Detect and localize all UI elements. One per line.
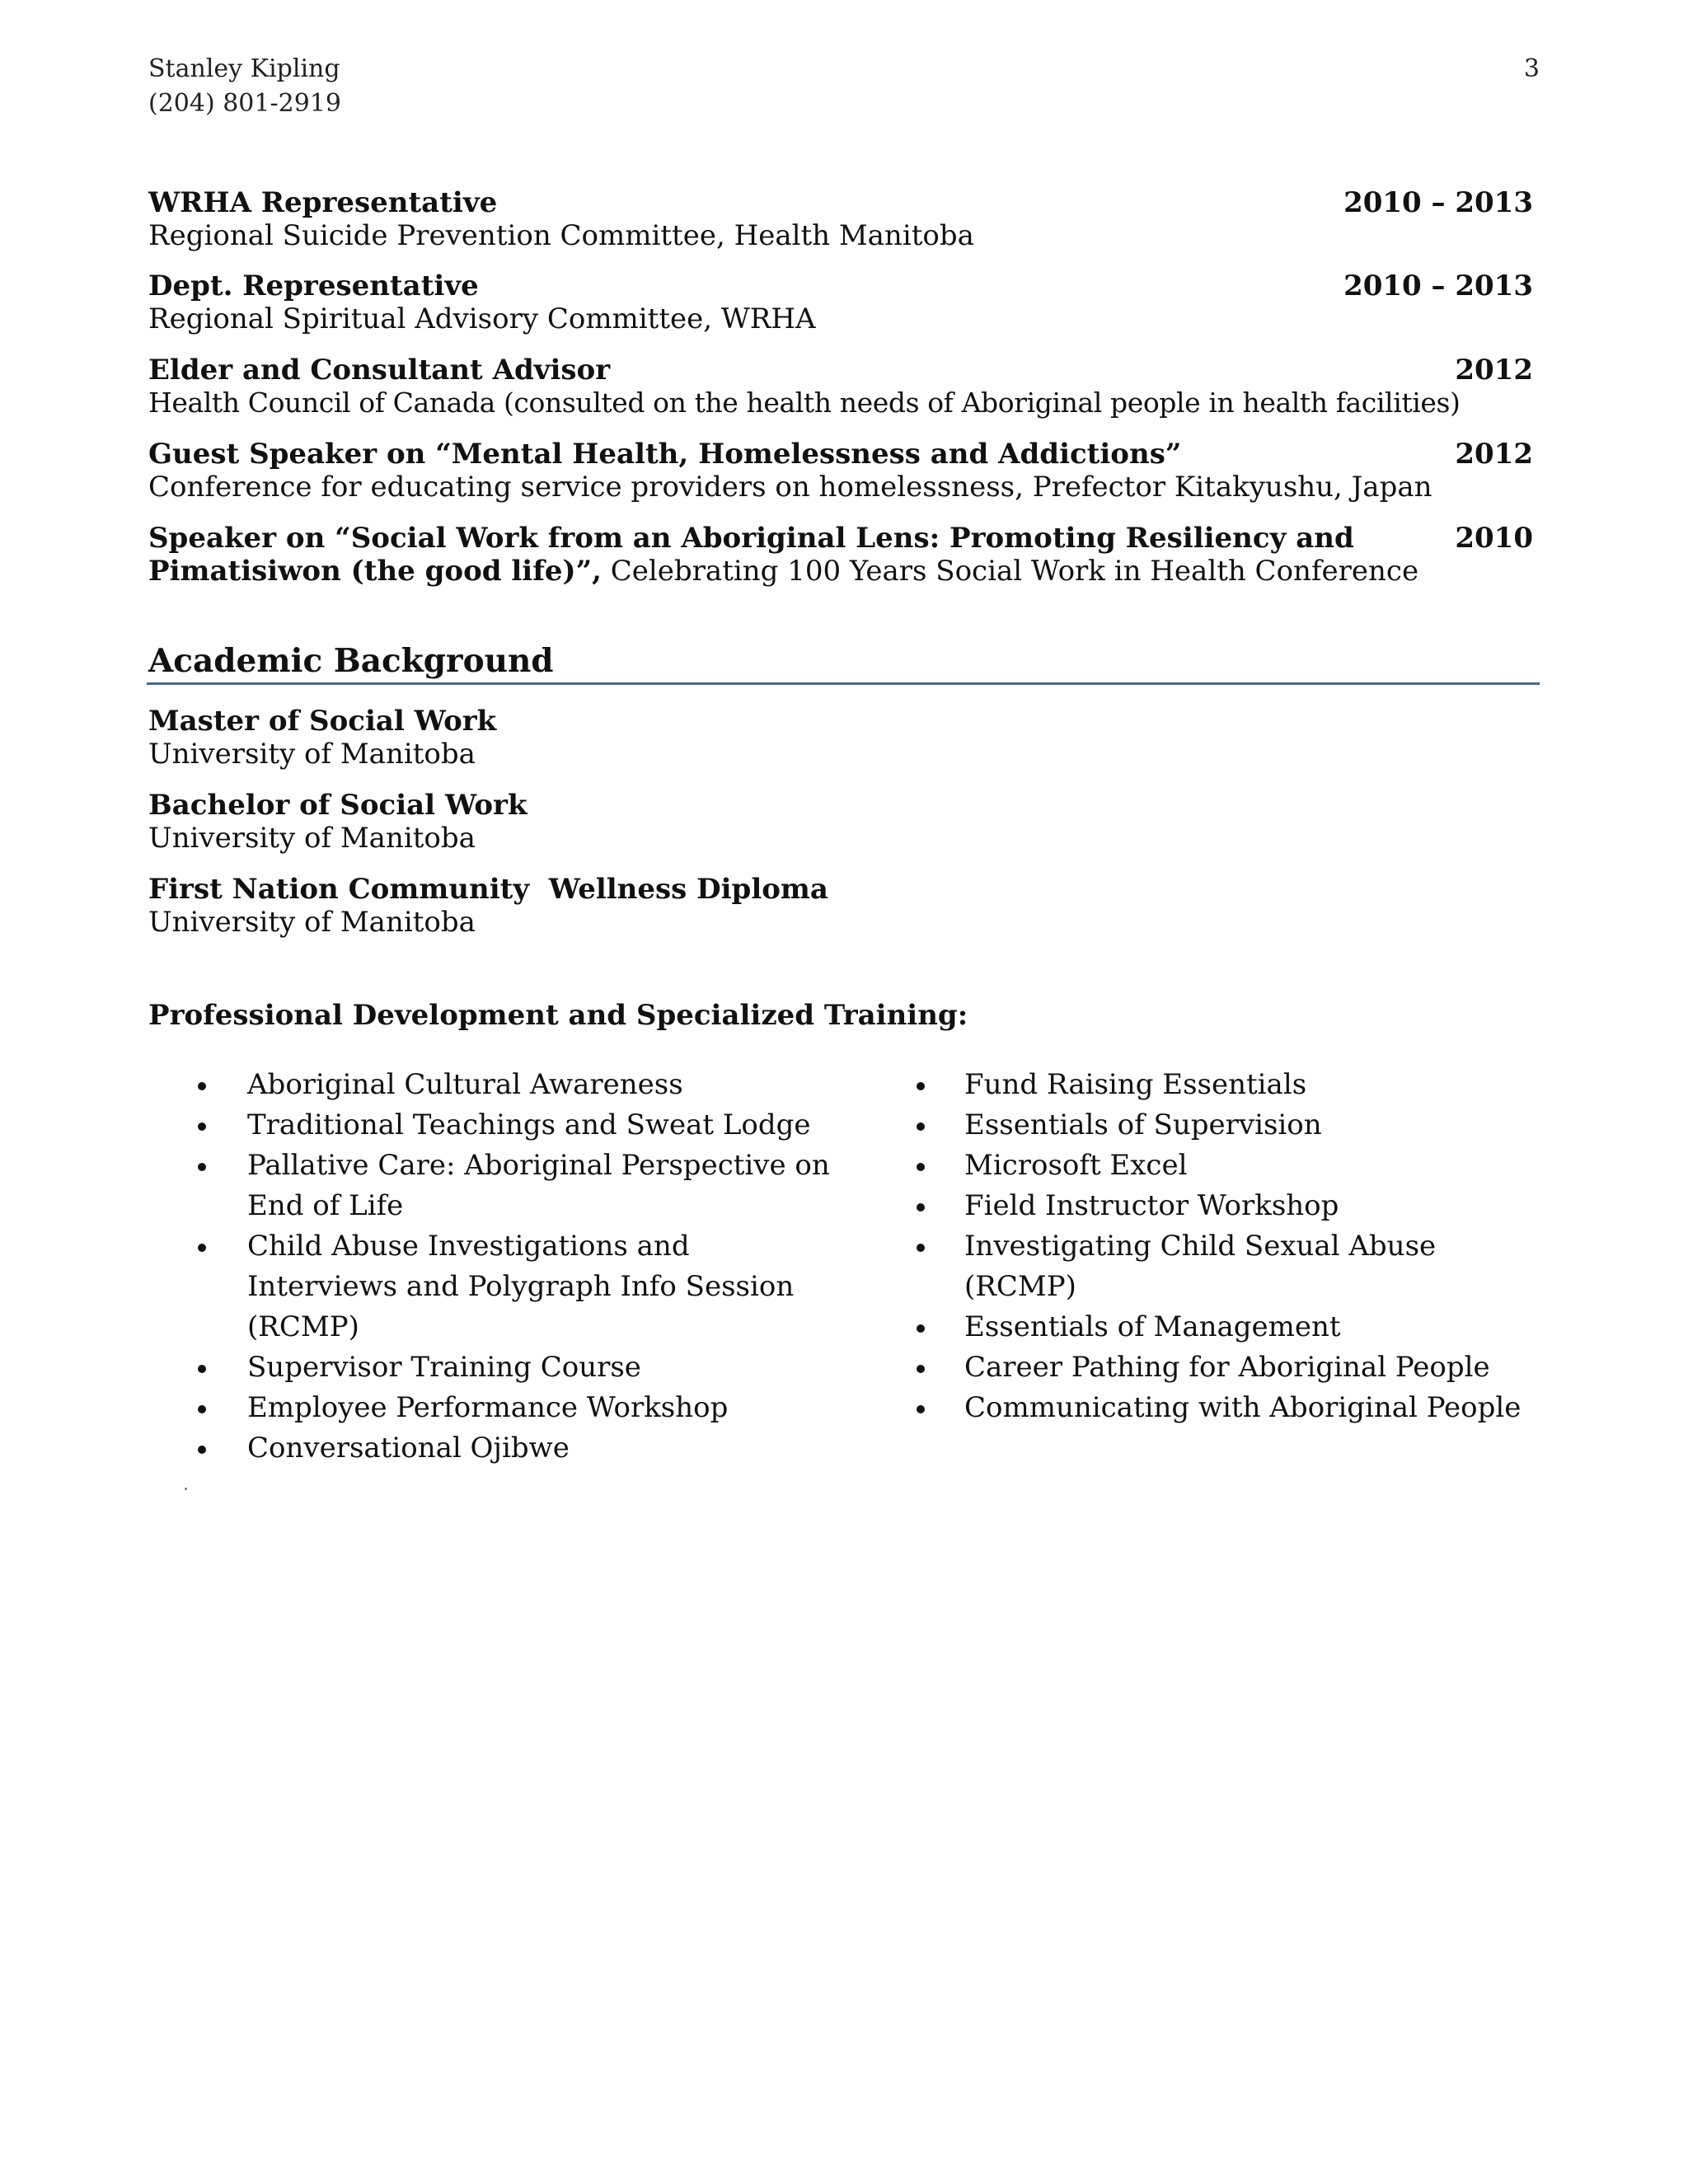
entry-years: 2010 – 2013 bbox=[1343, 186, 1533, 219]
training-item bbox=[867, 1226, 1543, 1307]
degree-wellness-diploma bbox=[148, 873, 1533, 939]
bullet-icon bbox=[917, 1122, 925, 1131]
header-phone: (204) 801-2919 bbox=[148, 89, 341, 118]
training-item-line: Essentials of Supervision bbox=[964, 1108, 1322, 1141]
entry-years: 2012 bbox=[1455, 354, 1533, 387]
entry-title: Elder and Consultant Advisor bbox=[148, 354, 611, 387]
training-item-line: Investigating Child Sexual Abuse bbox=[964, 1230, 1437, 1263]
entry-detail: Celebrating 100 Years Social Work in Health Conference bbox=[601, 555, 1419, 588]
training-item-line: Fund Raising Essentials bbox=[964, 1068, 1307, 1101]
bullet-icon bbox=[198, 1244, 206, 1252]
bullet-icon bbox=[917, 1244, 925, 1252]
training-item-line: Employee Performance Workshop bbox=[247, 1391, 729, 1424]
entry-elder-consultant bbox=[148, 354, 1533, 419]
section-divider bbox=[147, 682, 1540, 685]
training-item-line: Communicating with Aboriginal People bbox=[964, 1391, 1522, 1424]
training-item-line: Conversational Ojibwe bbox=[247, 1432, 570, 1465]
training-heading: Professional Development and Specialized Training: bbox=[148, 999, 968, 1032]
training-item bbox=[867, 1105, 1543, 1146]
training-item-line: Interviews and Polygraph Info Session bbox=[247, 1270, 795, 1303]
bullet-icon bbox=[917, 1365, 925, 1373]
training-item-line: Microsoft Excel bbox=[964, 1149, 1188, 1182]
entry-title: WRHA Representative bbox=[148, 186, 498, 219]
entry-years: 2010 – 2013 bbox=[1343, 269, 1533, 302]
bullet-icon bbox=[917, 1405, 925, 1413]
degree-title: Bachelor of Social Work bbox=[148, 789, 528, 822]
training-item bbox=[867, 1186, 1543, 1226]
training-item-line: Aboriginal Cultural Awareness bbox=[247, 1068, 683, 1101]
bullet-icon bbox=[198, 1082, 206, 1090]
entry-title: Dept. Representative bbox=[148, 269, 479, 302]
header-name: Stanley Kipling bbox=[148, 54, 340, 83]
training-item bbox=[148, 1146, 857, 1226]
bullet-icon bbox=[198, 1163, 206, 1171]
bullet-icon bbox=[917, 1324, 925, 1333]
page-number: 3 bbox=[1523, 54, 1540, 83]
bullet-icon bbox=[198, 1122, 206, 1131]
training-item bbox=[867, 1307, 1543, 1347]
training-item bbox=[867, 1146, 1543, 1186]
training-item-line: Career Pathing for Aboriginal People bbox=[964, 1351, 1490, 1384]
bullet-icon bbox=[198, 1405, 206, 1413]
bullet-icon bbox=[917, 1082, 925, 1090]
training-item-line: Child Abuse Investigations and bbox=[247, 1230, 690, 1263]
degree-title: First Nation Community Wellness Diploma bbox=[148, 873, 828, 906]
entry-title-line1: Speaker on “Social Work from an Aboriginal Lens: Promoting Resiliency and bbox=[148, 522, 1354, 555]
entry-guest-speaker bbox=[148, 438, 1533, 504]
training-list-right bbox=[867, 1065, 1543, 1428]
degree-school: University of Manitoba bbox=[148, 738, 476, 771]
degree-title: Master of Social Work bbox=[148, 705, 497, 738]
entry-years: 2010 bbox=[1455, 522, 1533, 555]
entry-speaker-social-work bbox=[148, 522, 1533, 588]
entry-detail: Health Council of Canada (consulted on the health needs of Aboriginal people in health facilities) bbox=[148, 387, 1461, 419]
bullet-icon bbox=[198, 1446, 206, 1454]
degree-school: University of Manitoba bbox=[148, 906, 476, 939]
degree-school: University of Manitoba bbox=[148, 822, 476, 855]
training-item bbox=[867, 1347, 1543, 1388]
entry-dept-representative bbox=[148, 269, 1533, 335]
training-item-line: Supervisor Training Course bbox=[247, 1351, 641, 1384]
training-item bbox=[148, 1226, 857, 1347]
training-list-left bbox=[148, 1065, 857, 1469]
training-item bbox=[148, 1065, 857, 1105]
entry-title-line2: Pimatisiwon (the good life)”, bbox=[148, 555, 602, 588]
training-item bbox=[867, 1065, 1543, 1105]
bullet-icon bbox=[917, 1163, 925, 1171]
academic-heading: Academic Background bbox=[148, 642, 554, 680]
training-item bbox=[867, 1388, 1543, 1428]
stray-mark bbox=[185, 1488, 187, 1490]
entry-detail: Conference for educating service providers on homelessness, Prefector Kitakyushu, Japan bbox=[148, 471, 1432, 504]
degree-msw bbox=[148, 705, 1533, 771]
training-item-line: Field Instructor Workshop bbox=[964, 1189, 1339, 1222]
training-item bbox=[148, 1388, 857, 1428]
training-item-line: (RCMP) bbox=[247, 1310, 359, 1343]
training-item-line: End of Life bbox=[247, 1189, 404, 1222]
degree-bsw bbox=[148, 789, 1533, 855]
training-item bbox=[148, 1105, 857, 1146]
entry-title: Guest Speaker on “Mental Health, Homelessness and Addictions” bbox=[148, 438, 1182, 471]
bullet-icon bbox=[917, 1203, 925, 1212]
training-item-line: Pallative Care: Aboriginal Perspective on bbox=[247, 1149, 830, 1182]
training-item-line: Essentials of Management bbox=[964, 1310, 1341, 1343]
training-item-line: (RCMP) bbox=[964, 1270, 1076, 1303]
training-item bbox=[148, 1347, 857, 1388]
entry-years: 2012 bbox=[1455, 438, 1533, 471]
training-item bbox=[148, 1428, 857, 1469]
entry-detail: Regional Spiritual Advisory Committee, WRHA bbox=[148, 302, 816, 335]
entry-wrha-representative bbox=[148, 186, 1533, 252]
entry-detail: Regional Suicide Prevention Committee, Health Manitoba bbox=[148, 219, 974, 252]
training-item-line: Traditional Teachings and Sweat Lodge bbox=[247, 1108, 811, 1141]
bullet-icon bbox=[198, 1365, 206, 1373]
